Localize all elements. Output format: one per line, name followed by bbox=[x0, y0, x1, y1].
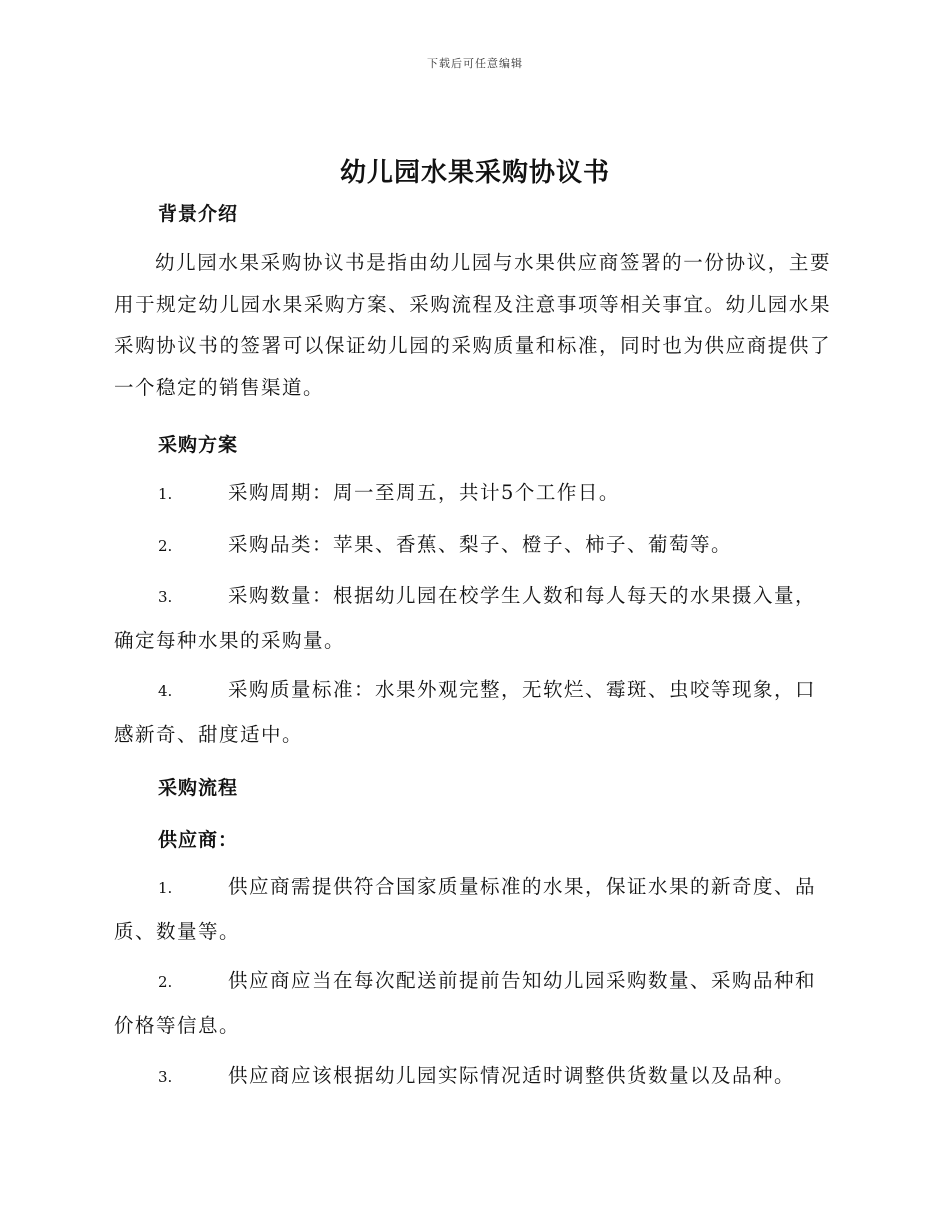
item-number: 4. bbox=[158, 682, 173, 700]
item-text: 供应商需提供符合国家质量标准的水果，保证水果的新奇度、品质、数量等。 bbox=[114, 875, 817, 943]
process-item bbox=[114, 959, 831, 1047]
item-number: 2. bbox=[158, 537, 173, 555]
document-title: 幼儿园水果采购协议书 bbox=[339, 158, 610, 188]
item-number: 1. bbox=[158, 485, 173, 503]
process-item bbox=[114, 865, 831, 953]
background-paragraph: 幼儿园水果采购协议书是指由幼儿园与水果供应商签署的一份协议，主要用于规定幼儿园水果采购方案、采购流程及注意事项等相关事宜。幼儿园水果采购协议书的签署可以保证幼儿园的采购质量和标准，同时也为供应商提供了一个稳定的销售渠道。 bbox=[114, 251, 831, 399]
item-number: 3. bbox=[158, 1068, 173, 1086]
process-item bbox=[114, 1054, 831, 1099]
item-text: 采购周期：周一至周五，共计5个工作日。 bbox=[228, 481, 620, 504]
item-text: 采购数量：根据幼儿园在校学生人数和每人每天的水果摄入量，确定每种水果的采购量。 bbox=[114, 584, 817, 652]
subheading-supplier: 供应商： bbox=[158, 829, 239, 851]
section-heading-background: 背景介绍 bbox=[158, 203, 239, 225]
item-text: 采购品类：苹果、香蕉、梨子、橙子、柿子、葡萄等。 bbox=[228, 533, 733, 556]
section-heading-process: 采购流程 bbox=[158, 777, 239, 799]
item-number: 3. bbox=[158, 588, 173, 606]
item-number: 1. bbox=[158, 879, 173, 897]
header-note: 下载后可任意编辑 bbox=[427, 57, 523, 70]
section-heading-plan: 采购方案 bbox=[158, 434, 239, 456]
plan-item bbox=[114, 523, 831, 568]
plan-item bbox=[114, 471, 831, 516]
item-text: 供应商应该根据幼儿园实际情况适时调整供货数量以及品种。 bbox=[228, 1064, 796, 1087]
item-text: 采购质量标准：水果外观完整，无软烂、霉斑、虫咬等现象，口感新奇、甜度适中。 bbox=[114, 678, 817, 746]
plan-item bbox=[114, 668, 831, 756]
plan-item bbox=[114, 574, 831, 662]
item-number: 2. bbox=[158, 973, 173, 991]
item-text: 供应商应当在每次配送前提前告知幼儿园采购数量、采购品种和价格等信息。 bbox=[114, 969, 817, 1037]
